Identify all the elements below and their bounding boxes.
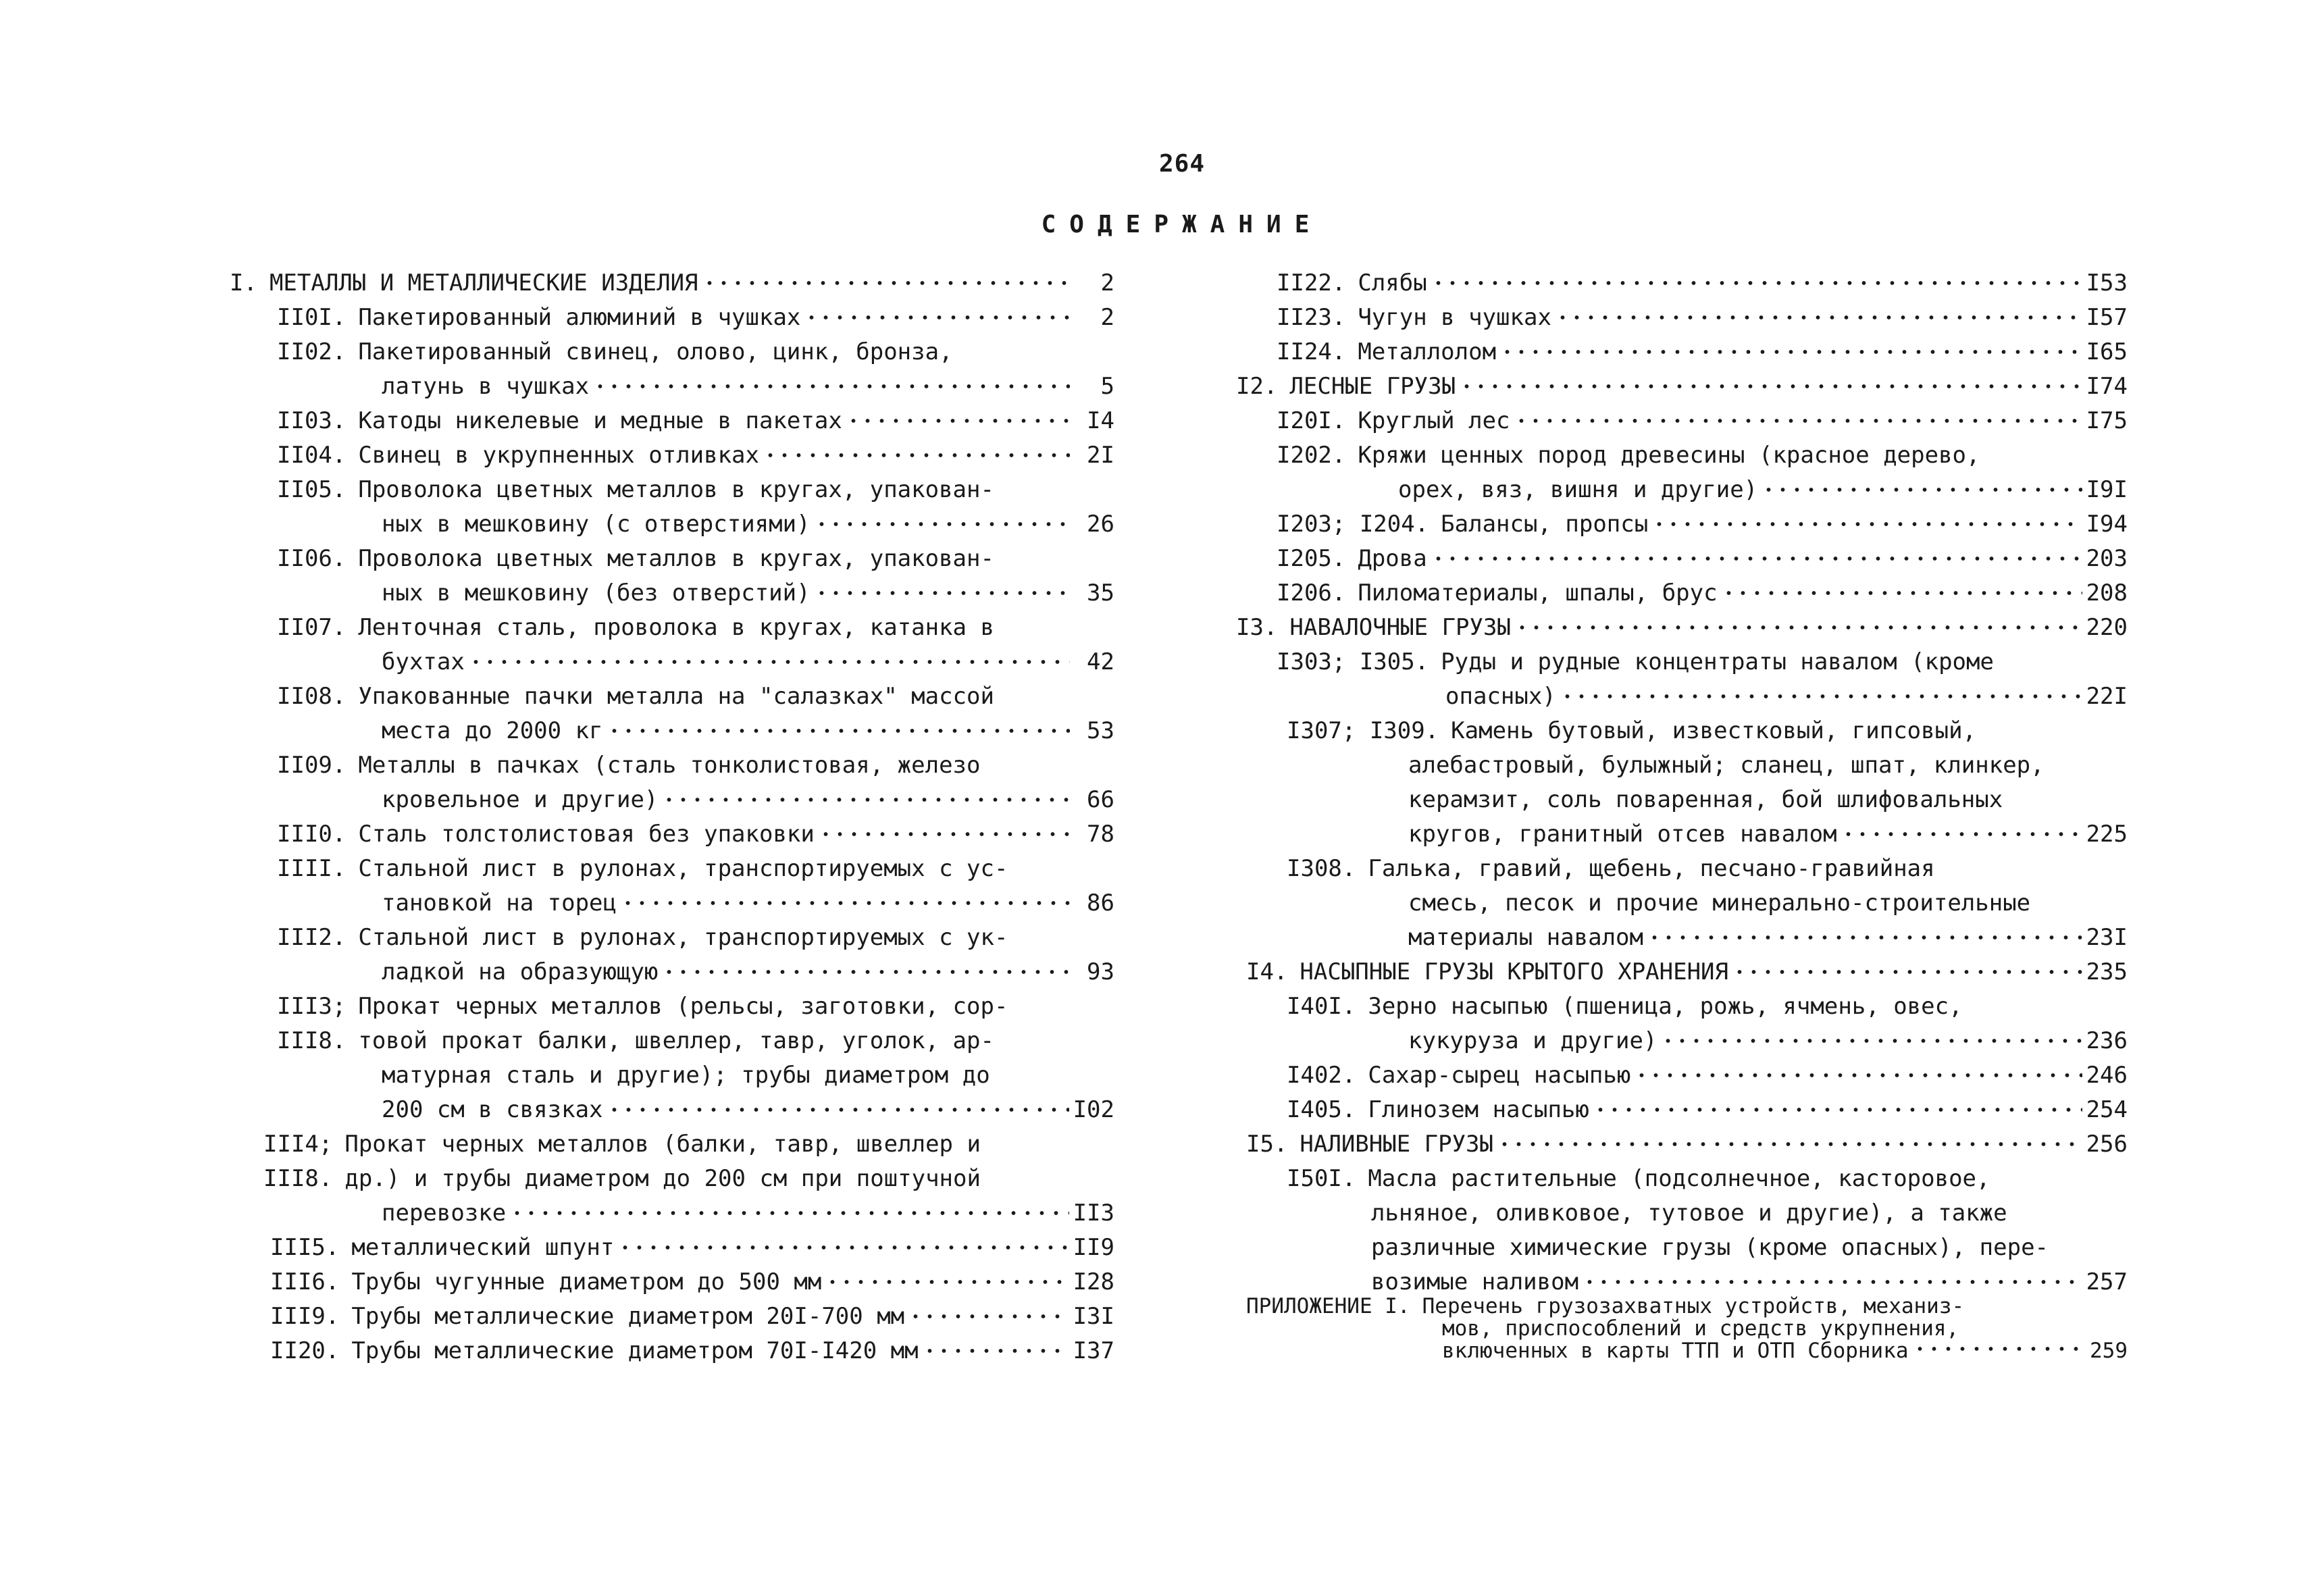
toc-entry xyxy=(230,779,1114,813)
toc-entry-code: II23. xyxy=(1277,304,1346,331)
toc-entry-page: 254 xyxy=(2086,1096,2128,1123)
toc-entry-title: Руды и рудные концентраты навалом (кроме xyxy=(1441,648,1994,675)
toc-entry-title: тановкой на торец xyxy=(382,890,617,917)
toc-entry-title: Упакованные пачки металла на "салазках" массой xyxy=(358,683,994,710)
toc-entry xyxy=(230,1158,1114,1192)
toc-entry-title: Глинозем насыпью xyxy=(1368,1096,1589,1123)
toc-entry-page: 93 xyxy=(1087,958,1114,985)
toc-entry-page: 2I xyxy=(1087,442,1114,469)
toc-entry-title: Прокат черных металлов (рельсы, заготовки, сор- xyxy=(358,993,1008,1020)
toc-entry-title: Ленточная сталь, проволока в кругах, катанка в xyxy=(358,614,994,641)
toc-entry-title: Сталь толстолистовая без упаковки xyxy=(358,821,815,848)
toc-entry xyxy=(1236,1158,2128,1192)
toc-entry-page: 78 xyxy=(1087,821,1114,848)
toc-entry-page: 5 xyxy=(1100,373,1114,400)
toc-entry-title: Чугун в чушках xyxy=(1358,304,1551,331)
toc-entry-code: III8. xyxy=(263,1165,333,1192)
toc-entry-page: I37 xyxy=(1073,1337,1114,1364)
toc-entry-code: III5. xyxy=(270,1234,340,1261)
dot-leader xyxy=(1722,585,2082,601)
toc-entry-code: I50I. xyxy=(1287,1165,1356,1192)
toc-entry xyxy=(230,710,1114,744)
toc-entry-title: Свинец в укрупненных отливках xyxy=(358,442,759,469)
toc-entry-title: опасных) xyxy=(1445,683,1556,710)
toc-entry-code: I402. xyxy=(1287,1062,1356,1089)
toc-entry-page: 2 xyxy=(1100,269,1114,297)
toc-entry-code: I303; I305. xyxy=(1277,648,1429,675)
toc-entry xyxy=(1236,607,2128,641)
dot-leader xyxy=(702,275,1070,291)
toc-entry-code: II05. xyxy=(277,476,346,503)
toc-entry-title: Проволока цветных металлов в кругах, упакован- xyxy=(358,476,994,503)
dot-leader xyxy=(846,413,1070,429)
toc-entry-page: I28 xyxy=(1073,1268,1114,1295)
toc-entry xyxy=(1236,1261,2128,1295)
toc-entry-code: I205. xyxy=(1277,545,1346,572)
toc-entry xyxy=(230,607,1114,641)
toc-entry-code: I405. xyxy=(1287,1096,1356,1123)
toc-entry-code: II0I. xyxy=(277,304,346,331)
toc-entry xyxy=(1236,1089,2128,1123)
toc-entry-code: I2. xyxy=(1236,373,1278,400)
toc-entry-page: 22I xyxy=(2086,683,2128,710)
dot-leader xyxy=(1460,378,2082,394)
toc-entry-code: II02. xyxy=(277,338,346,365)
dot-leader xyxy=(815,585,1070,601)
toc-entry-code: II07. xyxy=(277,614,346,641)
toc-left-column xyxy=(230,262,1114,1364)
toc-entry xyxy=(1236,365,2128,400)
dot-leader xyxy=(1661,1033,2082,1049)
toc-entry-title: кукуруза и другие) xyxy=(1408,1027,1657,1054)
toc-entry-code: II24. xyxy=(1277,338,1346,365)
toc-entry-title: Стальной лист в рулонах, транспортируемых с ук- xyxy=(358,924,1008,951)
dot-leader xyxy=(1583,1274,2082,1290)
toc-entry-title: Пакетированный свинец, олово, цинк, бронза, xyxy=(358,338,953,365)
dot-leader xyxy=(607,1102,1069,1118)
toc-entry xyxy=(1236,469,2128,503)
dot-leader xyxy=(1647,929,2082,946)
toc-entry-title: кругов, гранитный отсев навалом xyxy=(1408,821,1837,848)
toc-entry-title: возимые наливом xyxy=(1371,1268,1579,1295)
toc-entry xyxy=(1236,1318,2128,1340)
toc-entry xyxy=(1236,1054,2128,1089)
toc-entry-code: I206. xyxy=(1277,580,1346,607)
toc-entry-page: 42 xyxy=(1087,648,1114,675)
toc-right-column xyxy=(1236,262,2128,1362)
dot-leader xyxy=(593,378,1070,394)
toc-entry-title: алебастровый, булыжный; сланец, шпат, клинкер, xyxy=(1408,752,2045,779)
dot-leader xyxy=(1635,1067,2082,1083)
toc-entry-title: матурная сталь и другие); трубы диаметром до xyxy=(382,1062,990,1089)
toc-entry-code: III0. xyxy=(277,821,346,848)
toc-entry-title: НАВАЛОЧНЫЕ ГРУЗЫ xyxy=(1289,614,1511,641)
toc-entry-title: Проволока цветных металлов в кругах, упакован- xyxy=(358,545,994,572)
toc-entry xyxy=(1236,538,2128,572)
toc-entry xyxy=(230,538,1114,572)
toc-entry-title: Катоды никелевые и медные в пакетах xyxy=(358,407,842,434)
dot-leader xyxy=(662,964,1070,980)
toc-entry-page: 26 xyxy=(1087,511,1114,538)
toc-entry xyxy=(1236,1020,2128,1054)
toc-entry-page: I9I xyxy=(2086,476,2128,503)
toc-entry-title: Балансы, пропсы xyxy=(1441,511,1649,538)
toc-entry xyxy=(230,469,1114,503)
toc-entry-title: металлический шпунт xyxy=(351,1234,615,1261)
dot-leader xyxy=(1555,309,2082,326)
dot-leader xyxy=(469,654,1070,670)
dot-leader xyxy=(1593,1102,2082,1118)
toc-entry-code: III2. xyxy=(277,924,346,951)
toc-entry-title: орех, вяз, вишня и другие) xyxy=(1398,476,1758,503)
toc-entry-title: Камень бутовый, известковый, гипсовый, xyxy=(1451,717,1977,744)
toc-entry xyxy=(230,434,1114,469)
toc-entry xyxy=(230,503,1114,538)
toc-entry-page: 86 xyxy=(1087,890,1114,917)
toc-entry xyxy=(230,951,1114,985)
toc-entry-page: II9 xyxy=(1073,1234,1114,1261)
toc-entry-code: ПРИЛОЖЕНИЕ I. xyxy=(1246,1294,1410,1318)
toc-entry xyxy=(230,1227,1114,1261)
toc-entry-title: мов, приспособлений и средств укрупнения, xyxy=(1442,1318,1959,1340)
toc-entry-title: товой прокат балки, швеллер, тавр, уголок, ар- xyxy=(358,1027,994,1054)
dot-leader xyxy=(510,1205,1069,1221)
toc-entry xyxy=(1236,848,2128,882)
dot-leader xyxy=(618,1239,1069,1256)
toc-entry-code: I4. xyxy=(1246,958,1288,985)
toc-entry-page: I65 xyxy=(2086,338,2128,365)
toc-entry-code: I203; I204. xyxy=(1277,511,1429,538)
toc-entry-title: Пиломатериалы, шпалы, брус xyxy=(1358,580,1718,607)
toc-entry-page: 220 xyxy=(2086,614,2128,641)
toc-entry xyxy=(230,848,1114,882)
toc-entry-title: МЕТАЛЛЫ И МЕТАЛЛИЧЕСКИЕ ИЗДЕЛИЯ xyxy=(269,269,698,297)
toc-entry xyxy=(230,1054,1114,1089)
toc-entry xyxy=(230,985,1114,1020)
toc-entry-title: Металлы в пачках (сталь тонколистовая, железо xyxy=(358,752,981,779)
toc-entry-title: Дрова xyxy=(1358,545,1427,572)
toc-entry-title: материалы навалом xyxy=(1408,924,1643,951)
toc-entry xyxy=(1236,1340,2128,1362)
toc-entry-title: др.) и трубы диаметром до 200 см при поштучной xyxy=(344,1165,981,1192)
toc-entry xyxy=(230,1192,1114,1227)
toc-entry-code: II09. xyxy=(277,752,346,779)
toc-entry xyxy=(230,365,1114,400)
toc-entry xyxy=(1236,951,2128,985)
toc-entry-code: II08. xyxy=(277,683,346,710)
toc-entry xyxy=(1236,572,2128,607)
toc-entry-title: Трубы металлические диаметром 70I-I420 мм xyxy=(351,1337,919,1364)
toc-entry-page: I74 xyxy=(2086,373,2128,400)
toc-entry-title: Стальной лист в рулонах, транспортируемых с ус- xyxy=(358,855,1008,882)
toc-entry xyxy=(230,882,1114,917)
toc-entry-code: III3; xyxy=(277,993,346,1020)
dot-leader xyxy=(825,1274,1069,1290)
toc-entry-title: кровельное и другие) xyxy=(382,786,659,813)
toc-entry xyxy=(230,744,1114,779)
toc-entry-title: Зерно насыпью (пшеница, рожь, ячмень, овес, xyxy=(1368,993,1963,1020)
dot-leader xyxy=(1514,413,2082,429)
toc-entry-title: ладкой на образующую xyxy=(382,958,659,985)
dot-leader xyxy=(1652,516,2082,532)
toc-entry xyxy=(230,262,1114,297)
dot-leader xyxy=(1913,1341,2083,1357)
toc-entry-title: льняное, оливковое, тутовое и другие), а также xyxy=(1371,1200,2007,1227)
toc-entry-page: 259 xyxy=(2090,1339,2128,1363)
dot-leader xyxy=(763,447,1070,463)
toc-entry-page: 23I xyxy=(2086,924,2128,951)
toc-entry-page: 53 xyxy=(1087,717,1114,744)
dot-leader xyxy=(662,792,1070,808)
dot-leader xyxy=(815,516,1070,532)
toc-entry-code: III4; xyxy=(263,1131,333,1158)
toc-entry xyxy=(230,297,1114,331)
toc-entry xyxy=(1236,331,2128,365)
dot-leader xyxy=(1841,826,2082,842)
toc-entry-page: 208 xyxy=(2086,580,2128,607)
toc-entry xyxy=(230,400,1114,434)
toc-entry xyxy=(1236,675,2128,710)
dot-leader xyxy=(621,895,1070,911)
toc-entry-page: 236 xyxy=(2086,1027,2128,1054)
dot-leader xyxy=(1560,688,2082,704)
toc-entry xyxy=(230,675,1114,710)
toc-entry-code: IIII. xyxy=(277,855,346,882)
toc-entry xyxy=(230,1089,1114,1123)
toc-entry-page: 2 xyxy=(1100,304,1114,331)
dot-leader xyxy=(1515,619,2082,636)
toc-entry-page: I02 xyxy=(1073,1096,1114,1123)
toc-entry-title: Трубы металлические диаметром 20I-700 мм xyxy=(351,1303,905,1330)
toc-entry-code: II04. xyxy=(277,442,346,469)
dot-leader xyxy=(804,309,1070,326)
toc-entry xyxy=(230,1123,1114,1158)
toc-entry-page: II3 xyxy=(1073,1200,1114,1227)
toc-entry-title: смесь, песок и прочие минерально-строительные xyxy=(1408,890,2031,917)
toc-entry-page: 203 xyxy=(2086,545,2128,572)
toc-entry-page: 256 xyxy=(2086,1131,2128,1158)
toc-entry-title: Перечень грузозахватных устройств, механиз- xyxy=(1422,1295,1965,1318)
toc-entry-title: включенных в карты ТТП и ОТП Сборника xyxy=(1442,1340,1909,1362)
dot-leader xyxy=(607,723,1070,739)
toc-entry xyxy=(230,331,1114,365)
toc-entry-page: I53 xyxy=(2086,269,2128,297)
toc-entry-page: I3I xyxy=(1073,1303,1114,1330)
toc-entry-code: III6. xyxy=(270,1268,340,1295)
toc-entry-title: НАЛИВНЫЕ ГРУЗЫ xyxy=(1300,1131,1493,1158)
toc-entry-title: Пакетированный алюминий в чушках xyxy=(358,304,801,331)
toc-entry-title: места до 2000 кг xyxy=(382,717,603,744)
toc-entry-code: II06. xyxy=(277,545,346,572)
toc-entry xyxy=(1236,813,2128,848)
dot-leader xyxy=(1500,344,2082,360)
dot-leader xyxy=(1762,482,2082,498)
dot-leader xyxy=(1732,964,2082,980)
toc-entry-page: 235 xyxy=(2086,958,2128,985)
toc-entry-page: I4 xyxy=(1087,407,1114,434)
toc-entry-code: I307; I309. xyxy=(1287,717,1439,744)
toc-entry xyxy=(1236,917,2128,951)
toc-entry-code: I. xyxy=(230,269,257,297)
toc-entry-page: I75 xyxy=(2086,407,2128,434)
toc-entry-title: Прокат черных металлов (балки, тавр, швеллер и xyxy=(344,1131,981,1158)
toc-entry-page: 257 xyxy=(2086,1268,2128,1295)
toc-entry xyxy=(1236,744,2128,779)
toc-entry-title: перевозке xyxy=(382,1200,507,1227)
toc-entry xyxy=(1236,882,2128,917)
toc-entry-title: латунь в чушках xyxy=(382,373,590,400)
toc-entry-title: ных в мешковину (без отверстий) xyxy=(382,580,811,607)
toc-entry xyxy=(1236,1123,2128,1158)
toc-entry xyxy=(1236,641,2128,675)
toc-entry-page: 225 xyxy=(2086,821,2128,848)
toc-entry xyxy=(230,917,1114,951)
toc-entry xyxy=(230,1295,1114,1330)
toc-entry-code: II20. xyxy=(270,1337,340,1364)
toc-entry-page: 35 xyxy=(1087,580,1114,607)
toc-entry xyxy=(230,1261,1114,1295)
toc-entry xyxy=(230,1020,1114,1054)
toc-entry-title: Круглый лес xyxy=(1358,407,1510,434)
toc-entry-code: I308. xyxy=(1287,855,1356,882)
toc-entry-title: ЛЕСНЫЕ ГРУЗЫ xyxy=(1289,373,1456,400)
dot-leader xyxy=(923,1343,1069,1359)
toc-entry-title: Кряжи ценных пород древесины (красное дерево, xyxy=(1358,442,1980,469)
toc-entry xyxy=(1236,503,2128,538)
toc-entry xyxy=(1236,1192,2128,1227)
toc-entry xyxy=(1236,779,2128,813)
dot-leader xyxy=(819,826,1070,842)
toc-entry-code: I5. xyxy=(1246,1131,1288,1158)
toc-entry-title: НАСЫПНЫЕ ГРУЗЫ КРЫТОГО ХРАНЕНИЯ xyxy=(1300,958,1728,985)
toc-entry xyxy=(1236,434,2128,469)
toc-entry-page: 66 xyxy=(1087,786,1114,813)
toc-entry-page: I94 xyxy=(2086,511,2128,538)
toc-entry-page: I57 xyxy=(2086,304,2128,331)
toc-entry xyxy=(230,813,1114,848)
toc-entry xyxy=(1236,985,2128,1020)
toc-entry xyxy=(1236,297,2128,331)
toc-entry xyxy=(230,1330,1114,1364)
toc-entry xyxy=(1236,262,2128,297)
toc-entry xyxy=(1236,400,2128,434)
toc-entry-title: Трубы чугунные диаметром до 500 мм xyxy=(351,1268,822,1295)
toc-entry-code: II03. xyxy=(277,407,346,434)
toc-entry-title: 200 см в связках xyxy=(382,1096,603,1123)
toc-entry-code: I40I. xyxy=(1287,993,1356,1020)
dot-leader xyxy=(1431,550,2082,567)
dot-leader xyxy=(1497,1136,2082,1152)
toc-entry xyxy=(1236,1227,2128,1261)
toc-entry xyxy=(1236,710,2128,744)
toc-entry-code: III8. xyxy=(277,1027,346,1054)
toc-entry-code: I202. xyxy=(1277,442,1346,469)
dot-leader xyxy=(908,1308,1069,1324)
toc-entry-title: керамзит, соль поваренная, бой шлифовальных xyxy=(1408,786,2003,813)
toc-entry xyxy=(230,641,1114,675)
toc-entry-code: II22. xyxy=(1277,269,1346,297)
toc-entry-title: ных в мешковину (с отверстиями) xyxy=(382,511,811,538)
toc-entry-title: Масла растительные (подсолнечное, касторовое, xyxy=(1368,1165,1990,1192)
page-number: 264 xyxy=(1158,150,1206,178)
toc-entry xyxy=(230,572,1114,607)
toc-entry-code: I3. xyxy=(1236,614,1278,641)
toc-entry-page: 246 xyxy=(2086,1062,2128,1089)
toc-entry-code: I20I. xyxy=(1277,407,1346,434)
toc-entry-title: Слябы xyxy=(1358,269,1427,297)
page-title: СОДЕРЖАНИЕ xyxy=(1041,211,1323,238)
toc-entry-title: Галька, гравий, щебень, песчано-гравийная xyxy=(1368,855,1935,882)
toc-entry-title: бухтах xyxy=(382,648,465,675)
dot-leader xyxy=(1431,275,2082,291)
toc-entry-code: III9. xyxy=(270,1303,340,1330)
toc-entry-title: Сахар-сырец насыпью xyxy=(1368,1062,1631,1089)
toc-entry-title: различные химические грузы (кроме опасных), пере- xyxy=(1371,1234,2049,1261)
toc-entry xyxy=(1236,1295,2128,1318)
toc-entry-title: Металлолом xyxy=(1358,338,1497,365)
